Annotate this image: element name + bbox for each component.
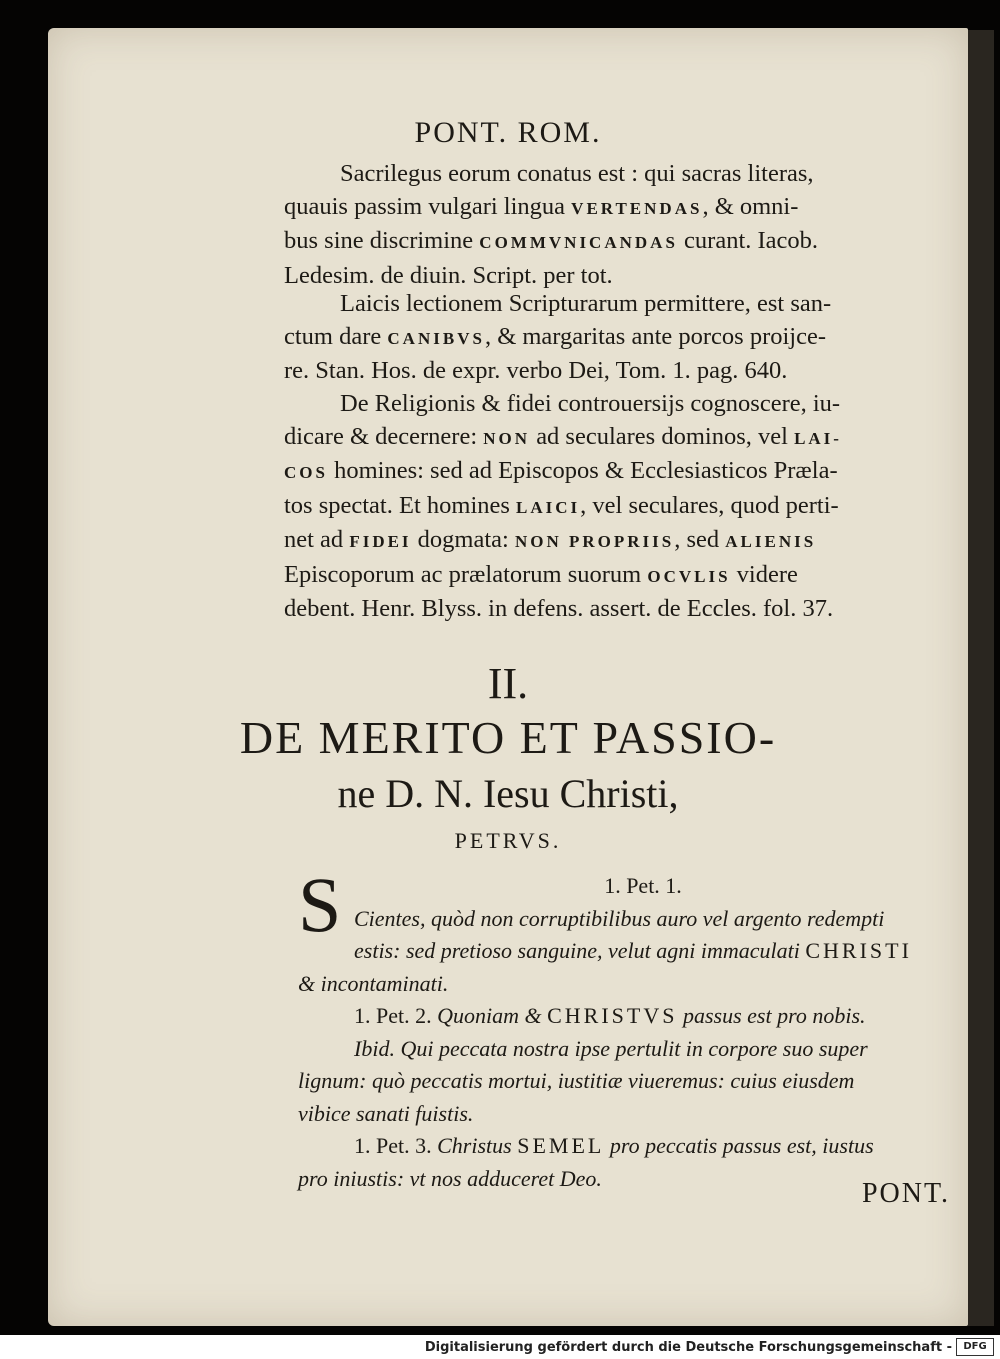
citation-reference: 1. Pet. 3.	[354, 1133, 432, 1158]
book-page	[48, 28, 968, 1326]
text-line: pro peccatis passus est, iustus	[609, 1133, 874, 1158]
digitization-footer	[0, 1335, 1000, 1359]
text-line: vibice sanati fuistis.	[298, 1100, 474, 1126]
small-caps-word: NON	[483, 428, 531, 448]
text-line: , & margaritas ante porcos proijce-	[484, 322, 826, 350]
drop-capital: S	[298, 861, 342, 948]
text-line: Quoniam &	[437, 1003, 542, 1028]
small-caps-word: CANIBVS	[387, 328, 485, 348]
text-line: pro iniustis: vt nos adduceret Deo.	[298, 1165, 602, 1191]
text-line: Ledesim. de diuin. Script. per tot.	[284, 261, 613, 289]
text-line: & incontaminati.	[298, 970, 449, 996]
small-caps-word: COS	[284, 463, 328, 482]
text-line: curant. Iacob.	[684, 227, 819, 254]
paragraph-1	[284, 158, 998, 292]
footer-credit: Digitalisierung gefördert durch die Deutsche Forschungsgemeinschaft -	[424, 1340, 952, 1355]
caps-word: CHRISTVS	[547, 1003, 678, 1028]
citation-block	[298, 870, 988, 1195]
text-line: dogmata:	[417, 526, 509, 553]
text-line: bus sine discrimine	[284, 227, 474, 254]
text-line: quauis passim vulgari lingua	[284, 192, 566, 220]
text-line: passus est pro nobis.	[682, 1003, 866, 1028]
section-title: DE MERITO ET PASSIO-	[239, 712, 777, 763]
text-line: Episcoporum ac prælatorum suorum	[284, 560, 642, 588]
text-line: De Religionis & fidei controuersijs cognoscere, iu-	[340, 390, 841, 417]
small-caps-word: COMMVNICANDAS	[479, 233, 678, 252]
small-caps-word: VERTENDAS	[571, 198, 703, 218]
small-caps-word: NON PROPRIIS	[514, 532, 675, 551]
text-line: tos spectat. Et homines	[284, 491, 510, 519]
small-caps-word: FIDEI	[349, 532, 412, 551]
catchword: PONT.	[861, 1178, 950, 1209]
text-line: estis: sed pretioso sanguine, velut agni immaculati	[354, 938, 800, 963]
text-line: videre	[736, 560, 798, 588]
text-line: , & omni-	[702, 192, 799, 220]
text-line: , sed	[674, 526, 720, 553]
small-caps-word: OCVLIS	[647, 566, 731, 586]
citation-reference: Ibid.	[354, 1035, 395, 1061]
text-line: ad seculares dominos, vel	[536, 422, 788, 450]
text-line: Christus	[437, 1133, 512, 1158]
citation-reference: 1. Pet. 1.	[604, 873, 682, 898]
running-header: PONT. ROM.	[414, 116, 602, 149]
text-line: re. Stan. Hos. de expr. verbo Dei, Tom. 1. pag. 640.	[284, 357, 788, 384]
text-line: lignum: quò peccatis mortui, iustitiæ viueremus: cuius eiusdem	[298, 1068, 855, 1093]
text-line: dicare & decernere:	[284, 422, 478, 450]
small-caps-word: LAI-	[794, 428, 842, 448]
text-line: homines: sed ad Episcopos & Ecclesiasticos Præla-	[334, 457, 838, 484]
text-line: ctum dare	[284, 322, 382, 350]
text-line: debent. Henr. Blyss. in defens. assert. de Eccles. fol. 37.	[284, 595, 834, 622]
apostle-heading: PETRVS.	[454, 828, 562, 853]
section-number: II.	[487, 659, 529, 708]
text-line: net ad	[284, 526, 344, 553]
dfg-logo: DFG	[956, 1338, 994, 1356]
text-line: Sacrilegus eorum conatus est : qui sacras literas,	[340, 160, 814, 187]
section-subtitle: ne D. N. Iesu Christi,	[337, 771, 679, 816]
text-line: , vel seculares, quod perti-	[580, 491, 839, 519]
text-line: Qui peccata nostra ipse pertulit in corpore suo super	[400, 1035, 868, 1061]
small-caps-word: ALIENIS	[725, 532, 817, 551]
caps-word: SEMEL	[517, 1133, 605, 1158]
citation-reference: 1. Pet. 2.	[354, 1003, 432, 1028]
paragraph-3	[284, 388, 998, 626]
text-line: Laicis lectionem Scripturarum permittere, est san-	[340, 290, 832, 317]
small-caps-word: LAICI	[516, 497, 581, 517]
caps-word: CHRISTI	[805, 938, 912, 963]
text-line: Cientes, quòd non corruptibilibus auro vel argento redempti	[354, 905, 885, 931]
paragraph-2	[284, 288, 998, 388]
